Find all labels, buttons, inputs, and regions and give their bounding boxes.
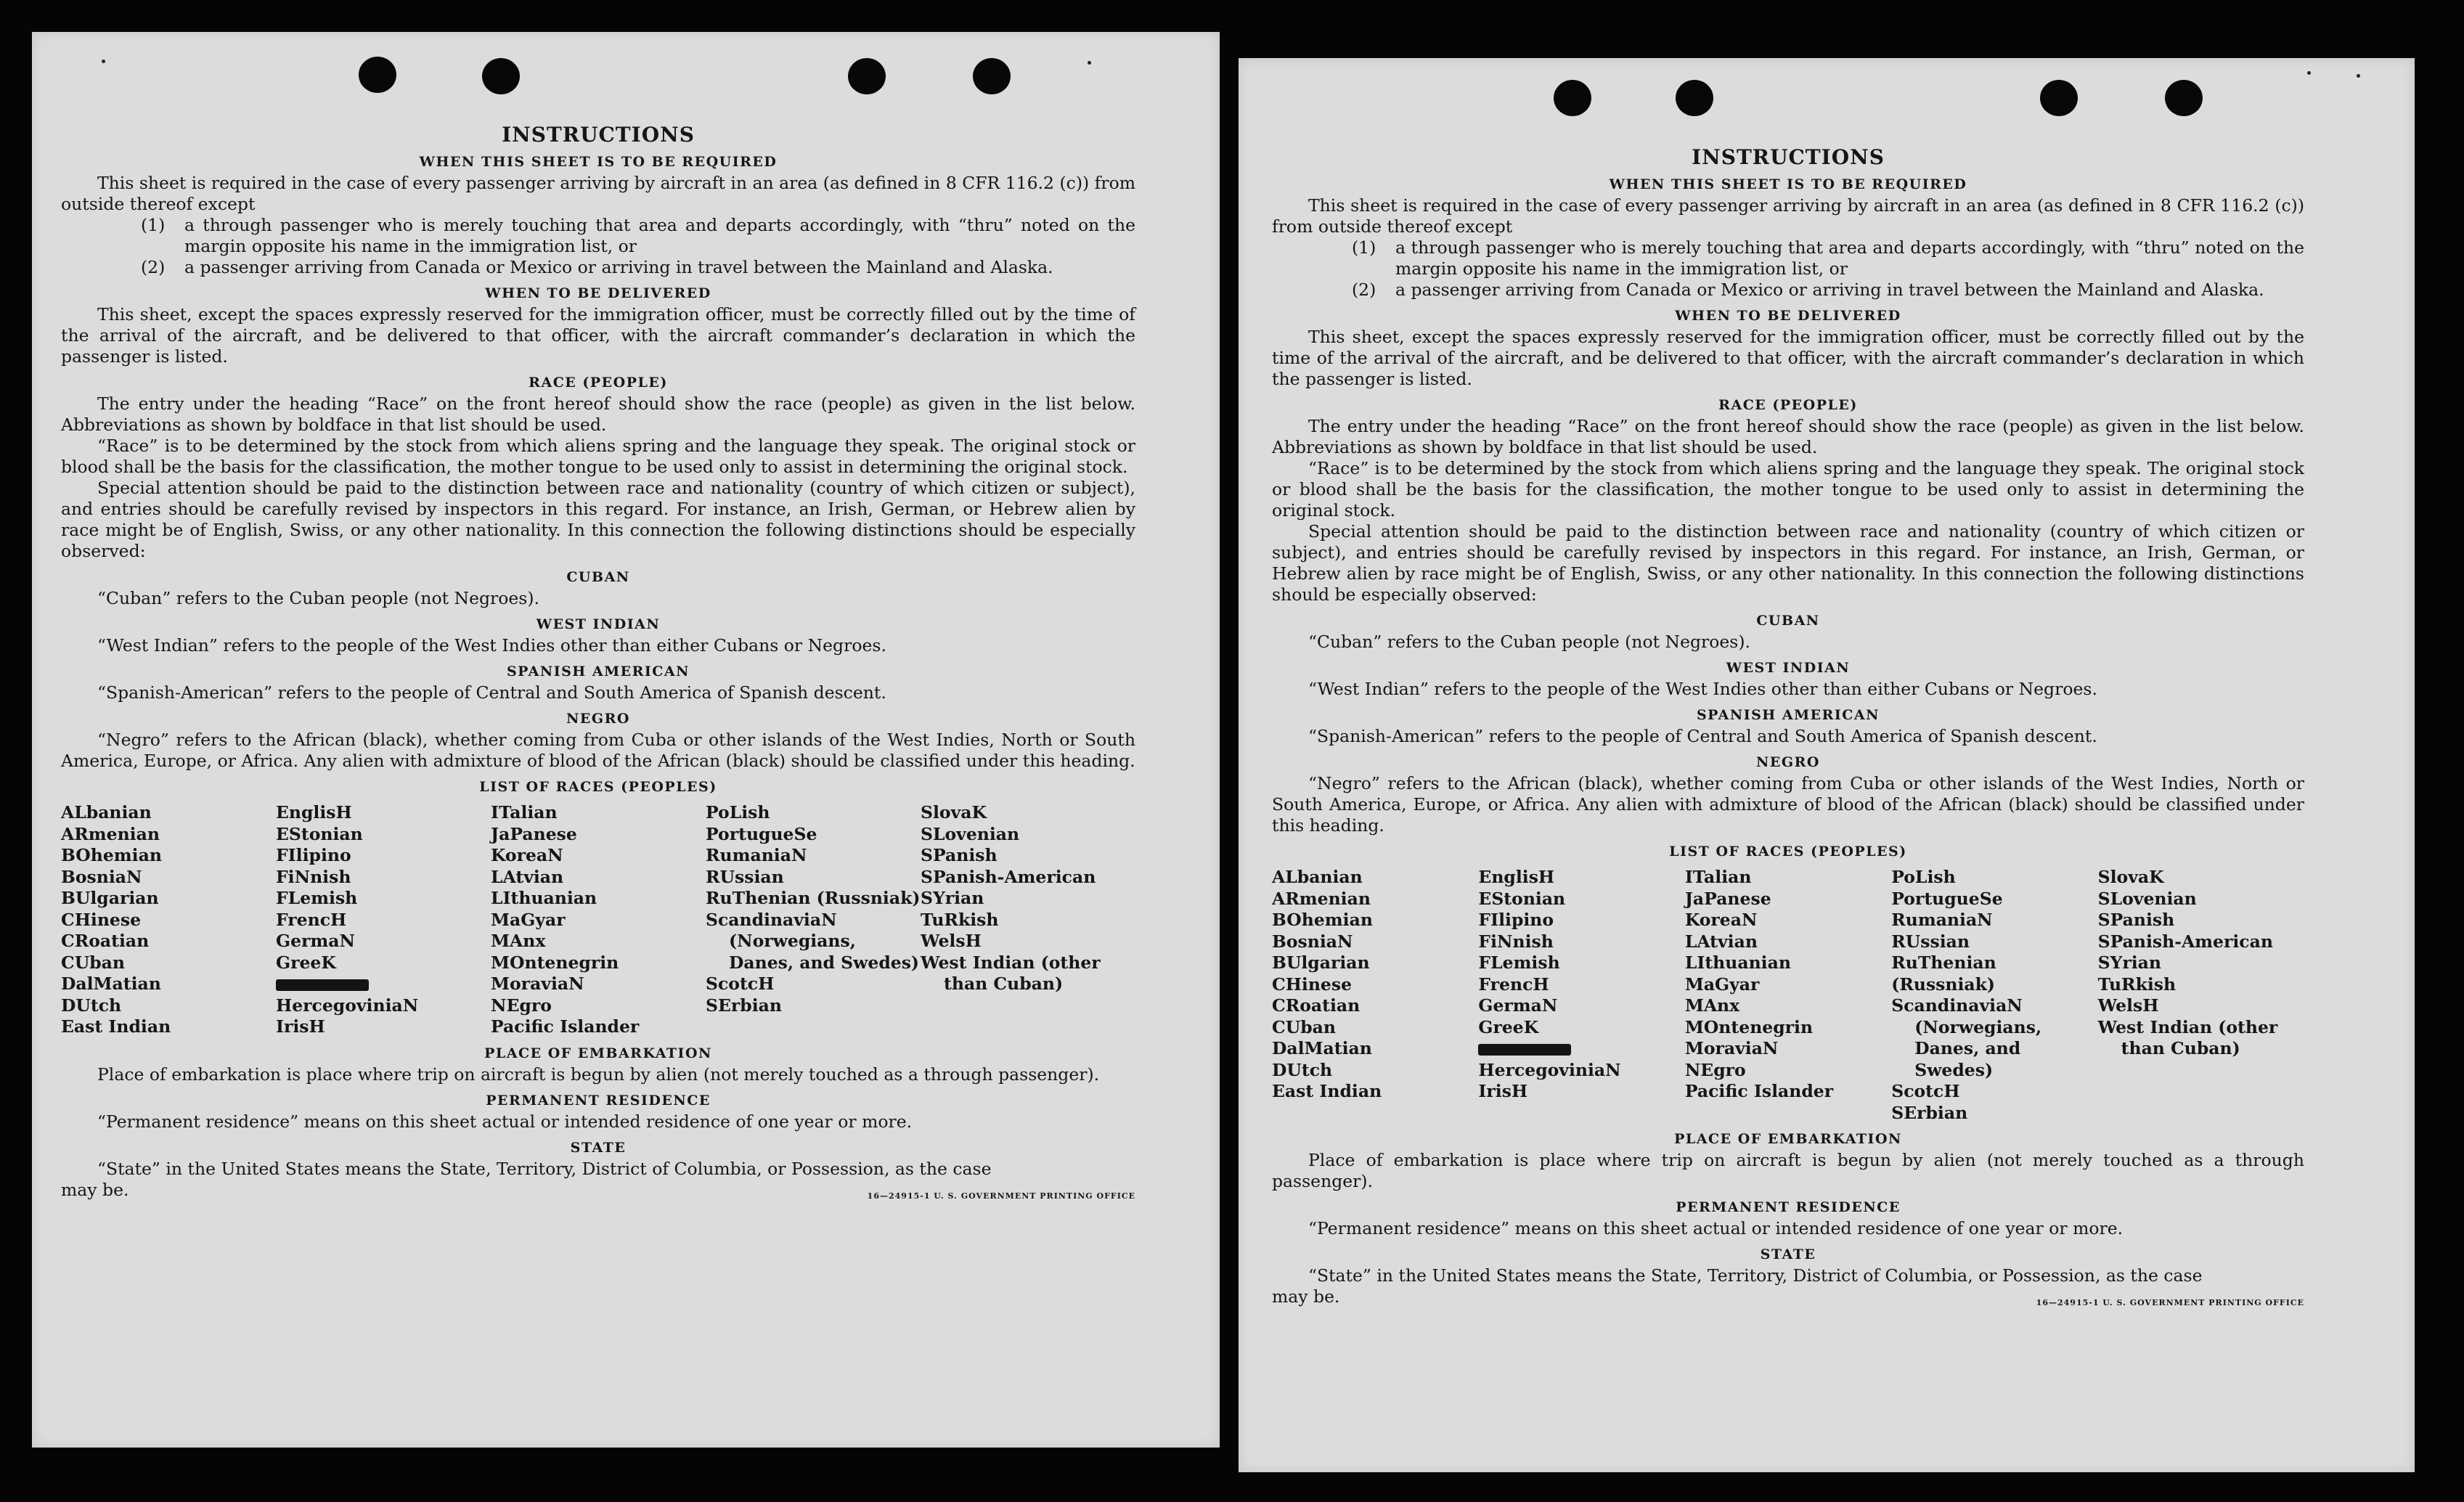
required-intro-paragraph: This sheet is required in the case of every passenger arriving by aircraft in an area (as defined in 8 CFR 116.2 (c)) from outside thereof except — [61, 173, 1135, 214]
document-sheet-right — [1239, 58, 2415, 1472]
punch-hole — [359, 57, 396, 93]
heading-when-required: WHEN THIS SHEET IS TO BE REQUIRED — [419, 154, 778, 170]
heading-race: RACE (PEOPLE) — [1718, 397, 1858, 413]
race-entry: RumaniaN — [706, 845, 807, 865]
race-column — [491, 802, 706, 1038]
exception-item — [1272, 237, 2304, 279]
race-paragraph-3: Special attention should be paid to the distinction between race and nationality (country of which citizen or subject), and entries should be carefully revised by inspectors in this regard. For instance, an Irish, German, or Hebrew alien by race might be of English, Swiss, or any other nationality. In this connection the following distinctions should be especially observed: — [61, 478, 1135, 561]
print-code-footer: 16—24915-1 U. S. GOVERNMENT PRINTING OFFICE — [867, 1191, 1135, 1201]
race-entry: DalMatian — [1272, 1038, 1372, 1058]
exception-number: (2) — [1352, 279, 1376, 300]
race-entry: JaPanese — [1684, 888, 1771, 909]
race-entry: ScotcH — [706, 974, 775, 994]
redacted-race-entry — [1478, 1038, 1684, 1060]
race-entry: RumaniaN — [1891, 910, 1993, 930]
heading-west-indian: WEST INDIAN — [536, 616, 661, 632]
exception-number: (1) — [141, 215, 166, 235]
state-paragraph-end: may be. — [1272, 1286, 1340, 1307]
race-entry: MaGyar — [1684, 974, 1760, 995]
race-entry: TuRkish — [921, 909, 999, 930]
heading-permanent-residence: PERMANENT RESIDENCE — [1676, 1199, 1901, 1215]
residence-paragraph: “Permanent residence” means on this sheet actual or intended residence of one year or more. — [1308, 1218, 2124, 1238]
race-entry: FIlipino — [276, 845, 351, 865]
punch-hole — [482, 58, 520, 94]
race-entry: CHinese — [61, 909, 142, 930]
speck — [2307, 71, 2311, 75]
race-entry: ALbanian — [1272, 867, 1363, 887]
exception-item — [61, 215, 1135, 257]
heading-spanish-american: SPANISH AMERICAN — [1696, 707, 1880, 723]
race-entry: EStonian — [1478, 888, 1566, 909]
race-entry: GreeK — [1478, 1016, 1539, 1037]
race-entry: LAtvian — [491, 866, 564, 887]
punch-hole — [1554, 80, 1591, 116]
race-list — [61, 802, 1135, 1038]
race-entry: IrisH — [1478, 1081, 1528, 1101]
redaction-mark — [1478, 1044, 1571, 1056]
race-entry: KoreaN — [491, 845, 563, 865]
instructions-content — [61, 123, 1135, 1201]
speck — [1088, 61, 1091, 65]
cuban-paragraph: “Cuban” refers to the Cuban people (not Negroes). — [97, 588, 540, 608]
redaction-mark — [276, 979, 369, 991]
race-entry: JaPanese — [491, 823, 577, 844]
race-entry: GreeK — [276, 952, 336, 973]
race-entry: WelsH — [921, 931, 982, 951]
punch-hole — [2165, 80, 2203, 116]
negro-paragraph: “Negro” refers to the African (black), whether coming from Cuba or other islands of the West Indies, North or South America, Europe, or Africa. Any alien with admixture of blood of the African (black) should be classified under this heading. — [1272, 773, 2304, 836]
heading-spanish-american: SPANISH AMERICAN — [506, 664, 690, 679]
exception-item — [1272, 279, 2304, 301]
race-entry: ScandinaviaN (Norwegians, Danes, and Swedes) — [1891, 995, 2042, 1080]
race-entry: SLovenian — [921, 823, 1020, 844]
print-code-footer: 16—24915-1 U. S. GOVERNMENT PRINTING OFFICE — [2036, 1298, 2304, 1307]
race-entry: GermaN — [1478, 995, 1558, 1016]
race-entry: MoraviaN — [1684, 1038, 1779, 1058]
west-indian-paragraph: “West Indian” refers to the people of the West Indies other than either Cubans or Negroes. — [1308, 679, 2097, 699]
heading-embarkation: PLACE OF EMBARKATION — [1674, 1131, 1902, 1147]
required-intro-paragraph: This sheet is required in the case of every passenger arriving by aircraft in an area (as defined in 8 CFR 116.2 (c)) from outside thereof except — [1272, 195, 2304, 237]
punch-hole — [973, 58, 1011, 94]
heading-list-of-races: LIST OF RACES (PEOPLES) — [479, 779, 717, 795]
race-entry: EStonian — [276, 823, 363, 844]
race-paragraph-3: Special attention should be paid to the distinction between race and nationality (country of which citizen or subject), and entries should be carefully revised by inspectors in this regard. For instance, an Irish, German, or Hebrew alien by race might be of English, Swiss, or any other nationality. In this connection the following distinctions should be especially observed: — [1272, 521, 2304, 605]
race-column — [1891, 867, 2097, 1124]
exception-number: (2) — [141, 257, 166, 277]
race-entry: WelsH — [2097, 995, 2159, 1016]
heading-race: RACE (PEOPLE) — [529, 375, 668, 391]
race-entry: Pacific Islander — [1684, 1081, 1834, 1101]
race-entry: SYrian — [2097, 952, 2161, 973]
heading-permanent-residence: PERMANENT RESIDENCE — [486, 1092, 711, 1109]
race-entry: PortugueSe — [706, 823, 817, 844]
race-entry: PoLish — [1891, 867, 1956, 887]
heading-negro: NEGRO — [566, 711, 630, 727]
heading-when-delivered: WHEN TO BE DELIVERED — [1675, 308, 1901, 324]
state-paragraph: “State” in the United States means the State, Territory, District of Columbia, or Possession, as the case — [97, 1158, 992, 1179]
speck — [102, 60, 105, 63]
race-entry: ITalian — [1684, 867, 1752, 887]
west-indian-paragraph: “West Indian” refers to the people of the West Indies other than either Cubans or Negroes. — [97, 635, 886, 656]
race-entry: SlovaK — [2097, 867, 2164, 887]
race-entry: CRoatian — [1272, 995, 1360, 1016]
race-entry: EnglisH — [276, 802, 352, 823]
race-entry: PortugueSe — [1891, 888, 2003, 909]
race-entry: LIthuanian — [491, 888, 597, 908]
race-entry: LIthuanian — [1684, 952, 1791, 973]
exception-text: a through passenger who is merely touching that area and departs accordingly, with “thru” noted on the margin opposite his name in the immigration list, or — [1395, 237, 2304, 279]
race-entry: SPanish — [2097, 910, 2175, 930]
heading-cuban: CUBAN — [566, 569, 630, 585]
race-entry: ARmenian — [1272, 888, 1371, 909]
race-entry: FiNnish — [1478, 931, 1554, 952]
heading-negro: NEGRO — [1756, 754, 1820, 770]
instructions-content — [1272, 145, 2304, 1307]
race-entry: ScandinaviaN (Norwegians, Danes, and Swedes) — [706, 909, 920, 973]
embarkation-paragraph: Place of embarkation is place where trip on aircraft is begun by alien (not merely touched as a through passenger). — [1272, 1150, 2304, 1191]
race-entry: MoraviaN — [491, 974, 584, 994]
race-entry: MaGyar — [491, 909, 566, 930]
delivered-paragraph: This sheet, except the spaces expressly reserved for the immigration officer, must be correctly filled out by the time of the arrival of the aircraft, and be delivered to that officer, with the aircraft commander’s declaration in which the passenger is listed. — [61, 304, 1135, 367]
race-column — [1272, 867, 1478, 1124]
race-entry: ALbanian — [61, 802, 152, 823]
punch-hole — [848, 58, 886, 94]
heading-when-delivered: WHEN TO BE DELIVERED — [485, 285, 711, 301]
exception-item — [61, 257, 1135, 278]
race-entry: RuThenian (Russniak) — [706, 888, 921, 908]
race-entry: DUtch — [1272, 1059, 1333, 1080]
race-entry: DUtch — [61, 995, 122, 1016]
race-entry: East Indian — [1272, 1081, 1382, 1101]
race-entry: RUssian — [1891, 931, 1970, 952]
race-entry: NEgro — [1684, 1059, 1746, 1080]
race-entry: SPanish — [921, 845, 998, 865]
instructions-title: INSTRUCTIONS — [1692, 145, 1885, 169]
race-column — [2098, 867, 2304, 1124]
race-column — [276, 802, 491, 1038]
race-column — [921, 802, 1135, 1038]
embarkation-paragraph: Place of embarkation is place where trip on aircraft is begun by alien (not merely touched as a through passenger). — [97, 1064, 1100, 1085]
race-entry: BUlgarian — [61, 888, 159, 908]
race-entry: FLemish — [1478, 952, 1560, 973]
race-entry: MAnx — [1684, 995, 1740, 1016]
state-paragraph-end: may be. — [61, 1179, 129, 1200]
race-paragraph-2: “Race” is to be determined by the stock from which aliens spring and the language they speak. The original stock or blood shall be the basis for the classification, the mother tongue to be used only to assist in determining the original stock. — [1272, 458, 2304, 521]
delivered-paragraph: This sheet, except the spaces expressly reserved for the immigration officer, must be correctly filled out by the time of the arrival of the aircraft, and be delivered to that officer, with the aircraft commander’s declaration in which the passenger is listed. — [1272, 327, 2304, 389]
race-entry: CHinese — [1272, 974, 1353, 995]
race-entry: CUban — [1272, 1016, 1336, 1037]
race-entry: TuRkish — [2097, 974, 2177, 995]
race-entry: DalMatian — [61, 974, 161, 994]
race-column — [706, 802, 921, 1038]
race-entry: SErbian — [1891, 1102, 1968, 1123]
document-sheet-left — [32, 32, 1220, 1448]
race-entry: SPanish-American — [2097, 931, 2273, 952]
race-entry: ScotcH — [1891, 1081, 1960, 1101]
race-entry: PoLish — [706, 802, 770, 823]
race-entry: BOhemian — [1272, 910, 1373, 930]
heading-state: STATE — [570, 1139, 627, 1156]
race-column — [1478, 867, 1684, 1124]
heading-state: STATE — [1760, 1246, 1816, 1262]
exception-text: a passenger arriving from Canada or Mexico or arriving in travel between the Mainland and Alaska. — [184, 257, 1053, 277]
race-entry: NEgro — [491, 995, 552, 1016]
spanish-american-paragraph: “Spanish-American” refers to the people of Central and South America of Spanish descent. — [1308, 726, 2097, 746]
race-entry: Pacific Islander — [491, 1016, 640, 1037]
state-last-line — [1272, 1286, 2304, 1307]
race-entry: CUban — [61, 952, 125, 973]
negro-paragraph: “Negro” refers to the African (black), whether coming from Cuba or other islands of the West Indies, North or South America, Europe, or Africa. Any alien with admixture of blood of the African (black) should be classified under this heading. — [61, 730, 1135, 771]
race-entry: FrencH — [1478, 974, 1549, 995]
race-column — [1685, 867, 1891, 1124]
punch-hole — [2040, 80, 2078, 116]
race-entry: BosniaN — [61, 866, 142, 887]
race-entry: RuThenian (Russniak) — [1891, 952, 1996, 995]
race-entry: BosniaN — [1272, 931, 1353, 952]
race-entry: RUssian — [706, 866, 784, 887]
heading-cuban: CUBAN — [1756, 613, 1820, 629]
race-entry: West Indian (other than Cuban) — [921, 952, 1101, 994]
race-paragraph-2: “Race” is to be determined by the stock from which aliens spring and the language they speak. The original stock or blood shall be the basis for the classification, the mother tongue to be used only to assist in determining the original stock. — [61, 436, 1135, 477]
state-last-line — [61, 1180, 1135, 1201]
race-entry: SlovaK — [921, 802, 987, 823]
race-entry: SPanish-American — [921, 866, 1096, 887]
race-entry: FrencH — [276, 909, 347, 930]
speck — [2357, 74, 2360, 78]
cuban-paragraph: “Cuban” refers to the Cuban people (not Negroes). — [1308, 632, 1751, 652]
exception-text: a through passenger who is merely touching that area and departs accordingly, with “thru” noted on the margin opposite his name in the immigration list, or — [184, 215, 1135, 256]
race-entry: SErbian — [706, 995, 782, 1016]
race-entry: LAtvian — [1684, 931, 1758, 952]
race-entry: FLemish — [276, 888, 358, 908]
race-entry: GermaN — [276, 931, 355, 951]
heading-when-required: WHEN THIS SHEET IS TO BE REQUIRED — [1609, 176, 1967, 192]
race-entry: BUlgarian — [1272, 952, 1370, 973]
punch-hole — [1676, 80, 1713, 116]
exception-text: a passenger arriving from Canada or Mexico or arriving in travel between the Mainland and Alaska. — [1395, 279, 2264, 300]
race-entry: FIlipino — [1478, 910, 1554, 930]
race-paragraph-1: The entry under the heading “Race” on the front hereof should show the race (people) as given in the list below. Abbreviations as shown by boldface in that list should be used. — [1272, 416, 2304, 457]
race-paragraph-1: The entry under the heading “Race” on the front hereof should show the race (people) as given in the list below. Abbreviations as shown by boldface in that list should be used. — [61, 393, 1135, 435]
race-column — [61, 802, 276, 1038]
heading-list-of-races: LIST OF RACES (PEOPLES) — [1669, 844, 1907, 860]
race-entry: IrisH — [276, 1016, 325, 1037]
race-entry: EnglisH — [1478, 867, 1555, 887]
race-entry: MOntenegrin — [491, 952, 619, 973]
exception-number: (1) — [1352, 237, 1376, 258]
race-entry: MOntenegrin — [1684, 1016, 1814, 1037]
race-entry: ITalian — [491, 802, 558, 823]
state-paragraph: “State” in the United States means the State, Territory, District of Columbia, or Possession, as the case — [1308, 1265, 2203, 1286]
race-entry: HercegoviniaN — [1478, 1059, 1621, 1080]
residence-paragraph: “Permanent residence” means on this sheet actual or intended residence of one year or more. — [97, 1111, 913, 1132]
race-list — [1272, 867, 2304, 1124]
race-entry: ARmenian — [61, 823, 160, 844]
heading-embarkation: PLACE OF EMBARKATION — [484, 1045, 712, 1061]
race-entry: SLovenian — [2097, 888, 2197, 909]
redacted-race-entry — [276, 974, 491, 995]
race-entry: SYrian — [921, 888, 984, 908]
race-entry: CRoatian — [61, 931, 150, 951]
race-entry: KoreaN — [1684, 910, 1758, 930]
spanish-american-paragraph: “Spanish-American” refers to the people of Central and South America of Spanish descent. — [97, 682, 886, 703]
instructions-title: INSTRUCTIONS — [502, 123, 695, 147]
heading-west-indian: WEST INDIAN — [1726, 660, 1851, 676]
race-entry: MAnx — [491, 931, 546, 951]
race-entry: West Indian (other than Cuban) — [2097, 1016, 2278, 1058]
race-entry: HercegoviniaN — [276, 995, 419, 1016]
race-entry: BOhemian — [61, 845, 162, 865]
race-entry: FiNnish — [276, 866, 351, 887]
race-entry: East Indian — [61, 1016, 171, 1037]
